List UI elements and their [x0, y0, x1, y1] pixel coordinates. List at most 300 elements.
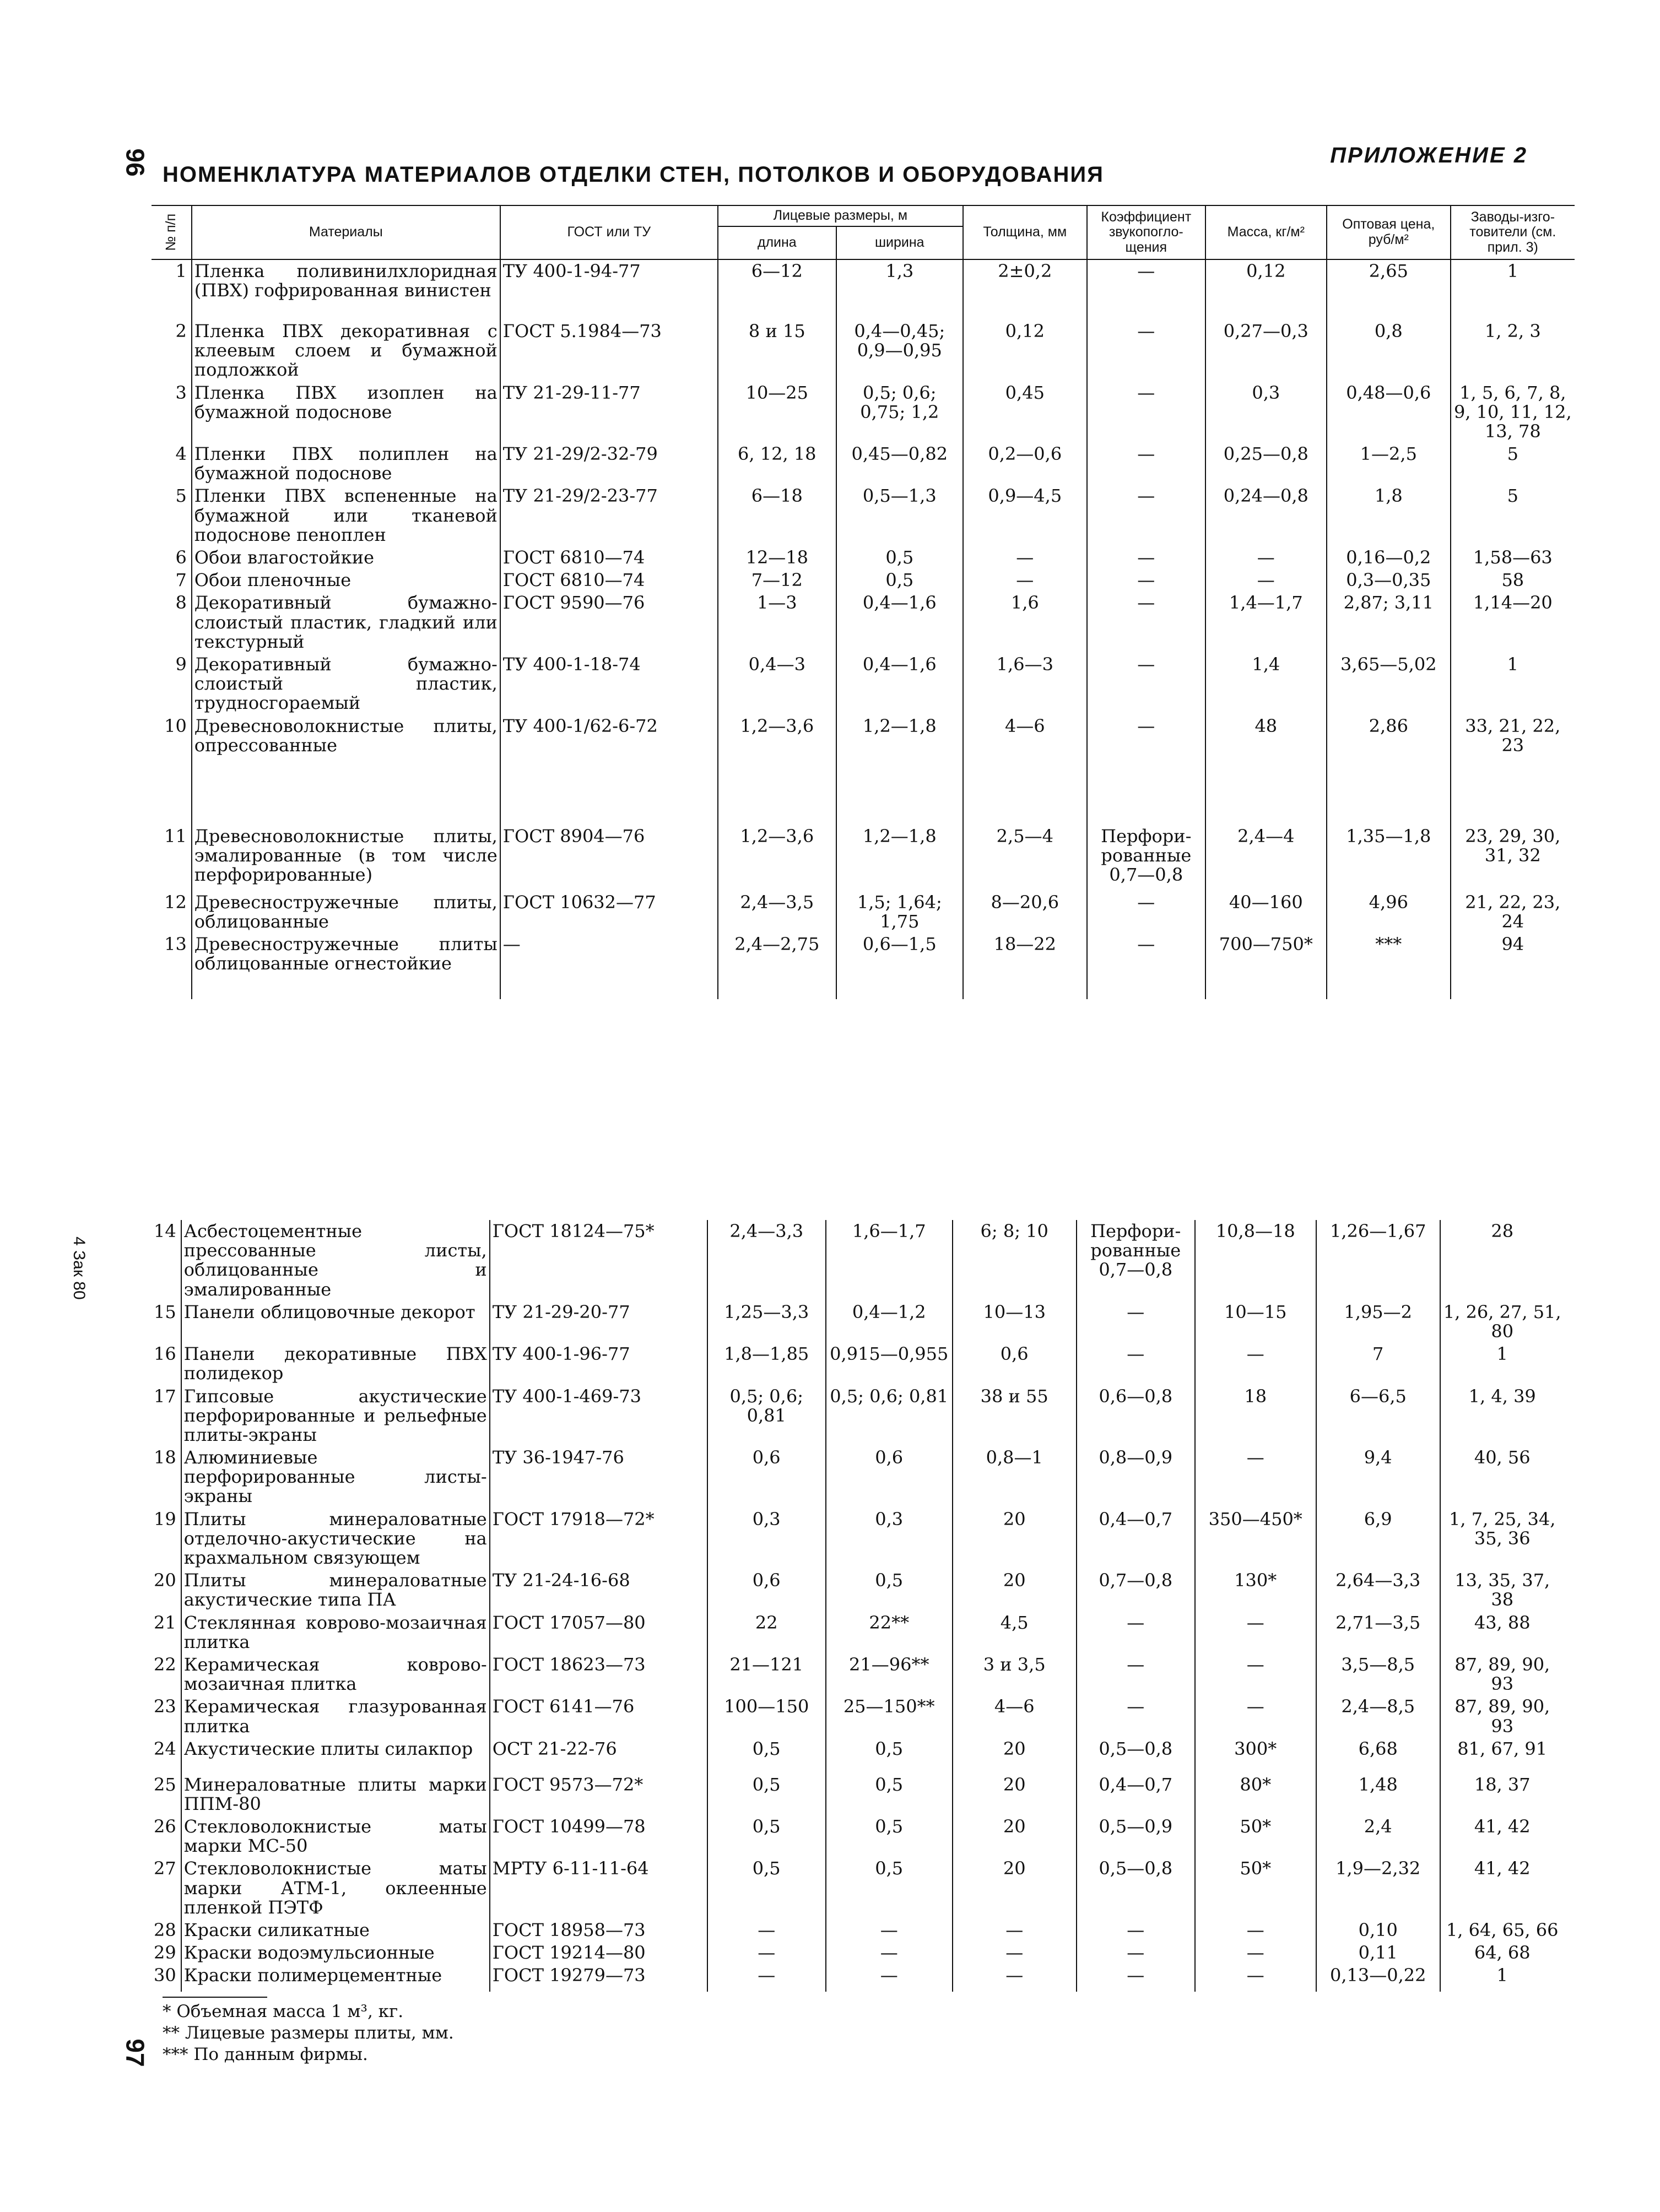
- row-number: 5: [175, 485, 187, 507]
- footnote-2: ** Лицевые размеры плиты, мм.: [163, 2023, 454, 2043]
- width-value: 0,5: [836, 546, 963, 569]
- absorption-value: 0,8—0,9: [1077, 1446, 1195, 1508]
- material-name: Обои пленочные: [192, 569, 500, 592]
- mass-value: 10,8—18: [1195, 1220, 1316, 1301]
- length-value: 0,5; 0,6; 0,81: [707, 1385, 826, 1447]
- material-name: Асбестоцементные прессованные листы, облицованные и эмалированные: [181, 1220, 490, 1301]
- row-number: 3: [175, 382, 187, 403]
- material-name: Акустические плиты силакпор: [181, 1738, 490, 1774]
- thickness-value: 1,6—3: [963, 653, 1087, 715]
- col-mass-header: Масса, кг/м²: [1205, 205, 1327, 259]
- factories-value: 1, 5, 6, 7, 8, 9, 10, 11, 12, 13, 78: [1451, 382, 1575, 443]
- gost-code: ГОСТ 18958—73: [490, 1919, 707, 1942]
- mass-value: —: [1195, 1695, 1316, 1737]
- width-value: 1,6—1,7: [826, 1220, 953, 1301]
- table-row: [152, 1919, 1564, 1942]
- thickness-value: —: [953, 1942, 1077, 1964]
- gost-code: ГОСТ 17057—80: [490, 1612, 707, 1653]
- table-row: [152, 1569, 1564, 1611]
- row-number: 7: [175, 570, 187, 591]
- gost-code: ТУ 400-1/62-6-72: [500, 715, 718, 825]
- footnote-3: *** По данным фирмы.: [163, 2044, 368, 2064]
- factories-value: 1: [1440, 1343, 1564, 1385]
- gost-code: ТУ 400-1-94-77: [500, 259, 718, 320]
- row-number: 26: [154, 1816, 176, 1837]
- order-mark: 4 Зак 80: [70, 1237, 88, 1300]
- price-value: 0,13—0,22: [1316, 1964, 1440, 1992]
- price-value: 1,26—1,67: [1316, 1220, 1440, 1301]
- table-row: [152, 1653, 1564, 1695]
- gost-code: ГОСТ 6810—74: [500, 546, 718, 569]
- thickness-value: 20: [953, 1774, 1077, 1815]
- length-value: 7—12: [718, 569, 836, 592]
- length-value: 10—25: [718, 382, 836, 443]
- length-value: 1,2—3,6: [718, 825, 836, 891]
- table-row: [152, 382, 1575, 443]
- row-number: 6: [175, 547, 187, 568]
- absorption-value: Перфори-рованные 0,7—0,8: [1087, 825, 1205, 891]
- gost-code: ГОСТ 9573—72*: [490, 1774, 707, 1815]
- row-number: 17: [154, 1385, 176, 1407]
- table-row: [152, 1612, 1564, 1653]
- absorption-value: —: [1077, 1612, 1195, 1653]
- material-name: Древесностружечные плиты облицованные огнестойкие: [192, 933, 500, 999]
- price-value: 1,95—2: [1316, 1301, 1440, 1343]
- table-row: [152, 1695, 1564, 1737]
- material-name: Древесноволокнистые плиты, опрессованные: [192, 715, 500, 825]
- table-row: [152, 825, 1575, 891]
- width-value: 0,4—1,2: [826, 1301, 953, 1343]
- material-name: Пленка ПВХ декоративная с клеевым слоем и бумажной подложкой: [192, 320, 500, 382]
- material-name: Плиты минераловатные акустические типа ПА: [181, 1569, 490, 1611]
- col-price-header: Оптовая цена, руб/м²: [1327, 205, 1451, 259]
- gost-code: ТУ 21-29/2-32-79: [500, 443, 718, 485]
- price-value: 0,10: [1316, 1919, 1440, 1942]
- length-value: 0,5: [707, 1857, 826, 1919]
- width-value: 0,5; 0,6; 0,81: [826, 1385, 953, 1447]
- price-value: 0,8: [1327, 320, 1451, 382]
- mass-value: —: [1195, 1942, 1316, 1964]
- gost-code: ГОСТ 17918—72*: [490, 1508, 707, 1570]
- row-number: 28: [154, 1920, 176, 1940]
- length-value: 0,5: [707, 1738, 826, 1774]
- absorption-value: —: [1087, 653, 1205, 715]
- width-value: 1,2—1,8: [836, 825, 963, 891]
- thickness-value: 20: [953, 1569, 1077, 1611]
- length-value: 0,3: [707, 1508, 826, 1570]
- factories-value: 94: [1451, 933, 1575, 999]
- row-number: 1: [175, 260, 187, 281]
- factories-value: 21, 22, 23, 24: [1451, 891, 1575, 933]
- factories-value: 64, 68: [1440, 1942, 1564, 1964]
- width-value: 21—96**: [826, 1653, 953, 1695]
- material-name: Плиты минераловатные отделочно-акустические на крахмальном связующем: [181, 1508, 490, 1570]
- length-value: 1—3: [718, 592, 836, 653]
- price-value: 0,48—0,6: [1327, 382, 1451, 443]
- col-absorption-header: Коэффициент звукопогло-щения: [1087, 205, 1205, 259]
- thickness-value: 18—22: [963, 933, 1087, 999]
- mass-value: 130*: [1195, 1569, 1316, 1611]
- material-name: Панели облицовочные декорот: [181, 1301, 490, 1343]
- thickness-value: 0,2—0,6: [963, 443, 1087, 485]
- thickness-value: 4—6: [953, 1695, 1077, 1737]
- table-row: [152, 933, 1575, 999]
- absorption-value: 0,5—0,8: [1077, 1857, 1195, 1919]
- col-width-header: ширина: [836, 226, 963, 259]
- factories-value: 1,14—20: [1451, 592, 1575, 653]
- width-value: 0,5: [826, 1774, 953, 1815]
- factories-value: 1, 64, 65, 66: [1440, 1919, 1564, 1942]
- width-value: 0,6: [826, 1446, 953, 1508]
- absorption-value: 0,4—0,7: [1077, 1774, 1195, 1815]
- table-row: [152, 443, 1575, 485]
- gost-code: —: [500, 933, 718, 999]
- row-number: 13: [164, 933, 187, 955]
- table-row: [152, 1508, 1564, 1570]
- table-row: [152, 1446, 1564, 1508]
- length-value: —: [707, 1964, 826, 1992]
- gost-code: ТУ 400-1-18-74: [500, 653, 718, 715]
- width-value: 0,5—1,3: [836, 485, 963, 546]
- absorption-value: 0,5—0,8: [1077, 1738, 1195, 1774]
- mass-value: 1,4—1,7: [1205, 592, 1327, 653]
- row-number: 30: [154, 1965, 176, 1986]
- mass-value: —: [1195, 1653, 1316, 1695]
- factories-value: 40, 56: [1440, 1446, 1564, 1508]
- width-value: 0,4—1,6: [836, 592, 963, 653]
- absorption-value: 0,7—0,8: [1077, 1569, 1195, 1611]
- length-value: 1,2—3,6: [718, 715, 836, 825]
- width-value: 0,5: [826, 1738, 953, 1774]
- thickness-value: 8—20,6: [963, 891, 1087, 933]
- price-value: 0,11: [1316, 1942, 1440, 1964]
- gost-code: ГОСТ 18124—75*: [490, 1220, 707, 1301]
- factories-value: 1, 4, 39: [1440, 1385, 1564, 1447]
- mass-value: 18: [1195, 1385, 1316, 1447]
- mass-value: 300*: [1195, 1738, 1316, 1774]
- gost-code: ГОСТ 6141—76: [490, 1695, 707, 1737]
- factories-value: 1, 26, 27, 51, 80: [1440, 1301, 1564, 1343]
- price-value: 2,64—3,3: [1316, 1569, 1440, 1611]
- absorption-value: —: [1087, 592, 1205, 653]
- length-value: 0,5: [707, 1774, 826, 1815]
- row-number: 12: [164, 891, 187, 913]
- factories-value: 18, 37: [1440, 1774, 1564, 1815]
- thickness-value: 20: [953, 1738, 1077, 1774]
- length-value: 6—12: [718, 259, 836, 320]
- factories-value: 1: [1451, 259, 1575, 320]
- thickness-value: 4—6: [963, 715, 1087, 825]
- price-value: 2,65: [1327, 259, 1451, 320]
- mass-value: 50*: [1195, 1857, 1316, 1919]
- table-row: [152, 546, 1575, 569]
- absorption-value: —: [1087, 443, 1205, 485]
- price-value: 1,8: [1327, 485, 1451, 546]
- price-value: 6,68: [1316, 1738, 1440, 1774]
- thickness-value: —: [963, 569, 1087, 592]
- width-value: 0,5; 0,6; 0,75; 1,2: [836, 382, 963, 443]
- absorption-value: —: [1087, 382, 1205, 443]
- mass-value: —: [1195, 1919, 1316, 1942]
- factories-value: 58: [1451, 569, 1575, 592]
- mass-value: 350—450*: [1195, 1508, 1316, 1570]
- material-name: Пленка поливинилхлоридная (ПВХ) гофрированная винистен: [192, 259, 500, 320]
- thickness-value: 2,5—4: [963, 825, 1087, 891]
- appendix-label: ПРИЛОЖЕНИЕ 2: [1330, 143, 1528, 167]
- gost-code: ТУ 21-29-11-77: [500, 382, 718, 443]
- price-value: 6—6,5: [1316, 1385, 1440, 1447]
- table-row: [152, 592, 1575, 653]
- col-factories-header: Заводы-изго-товители (см. прил. 3): [1451, 205, 1575, 259]
- width-value: 0,915—0,955: [826, 1343, 953, 1385]
- row-number: 20: [154, 1570, 176, 1591]
- gost-code: ГОСТ 10632—77: [500, 891, 718, 933]
- material-name: Керамическая глазурованная плитка: [181, 1695, 490, 1737]
- table-row: [152, 485, 1575, 546]
- material-name: Панели декоративные ПВХ полидекор: [181, 1343, 490, 1385]
- gost-code: ТУ 21-29-20-77: [490, 1301, 707, 1343]
- width-value: —: [826, 1942, 953, 1964]
- width-value: 0,5: [826, 1569, 953, 1611]
- factories-value: 1,58—63: [1451, 546, 1575, 569]
- table-row: [152, 891, 1575, 933]
- gost-code: ГОСТ 19279—73: [490, 1964, 707, 1992]
- width-value: 1,5; 1,64; 1,75: [836, 891, 963, 933]
- material-name: Древесноволокнистые плиты, эмалированные (в том числе перфорированные): [192, 825, 500, 891]
- row-number: 15: [154, 1301, 176, 1322]
- material-name: Декоративный бумажно-слоистый пластик, трудносгораемый: [192, 653, 500, 715]
- factories-value: 87, 89, 90, 93: [1440, 1653, 1564, 1695]
- absorption-value: 0,4—0,7: [1077, 1508, 1195, 1570]
- page-number-top: 96: [121, 148, 150, 177]
- factories-value: 1: [1451, 653, 1575, 715]
- absorption-value: —: [1087, 320, 1205, 382]
- mass-value: 0,25—0,8: [1205, 443, 1327, 485]
- col-num-header: № п/п: [152, 205, 192, 259]
- table-row: [152, 1964, 1564, 1992]
- length-value: 2,4—3,5: [718, 891, 836, 933]
- gost-code: ТУ 36-1947-76: [490, 1446, 707, 1508]
- price-value: 0,3—0,35: [1327, 569, 1451, 592]
- thickness-value: 20: [953, 1857, 1077, 1919]
- gost-code: ГОСТ 18623—73: [490, 1653, 707, 1695]
- width-value: —: [826, 1964, 953, 1992]
- table-row: [152, 1815, 1564, 1857]
- gost-code: ГОСТ 9590—76: [500, 592, 718, 653]
- row-number: 11: [164, 825, 187, 847]
- thickness-value: —: [953, 1964, 1077, 1992]
- footnote-1: * Объемная масса 1 м³, кг.: [163, 2002, 404, 2021]
- length-value: 0,6: [707, 1569, 826, 1611]
- mass-value: 80*: [1195, 1774, 1316, 1815]
- table-row: [152, 653, 1575, 715]
- thickness-value: 0,9—4,5: [963, 485, 1087, 546]
- mass-value: 0,27—0,3: [1205, 320, 1327, 382]
- footnotes: [163, 1997, 454, 2065]
- price-value: 2,87; 3,11: [1327, 592, 1451, 653]
- material-name: Стеклянная ковpово-мозаичная плитка: [181, 1612, 490, 1653]
- mass-value: —: [1195, 1612, 1316, 1653]
- thickness-value: 2±0,2: [963, 259, 1087, 320]
- price-value: 1,48: [1316, 1774, 1440, 1815]
- width-value: —: [826, 1919, 953, 1942]
- absorption-value: —: [1087, 715, 1205, 825]
- factories-value: 13, 35, 37, 38: [1440, 1569, 1564, 1611]
- material-name: Стекловолокнистые маты марки МС-50: [181, 1815, 490, 1857]
- material-name: Краски силикатные: [181, 1919, 490, 1942]
- row-number: 27: [154, 1858, 176, 1879]
- col-gost-header: ГОСТ или ТУ: [500, 205, 718, 259]
- table-row: [152, 1857, 1564, 1919]
- length-value: 2,4—2,75: [718, 933, 836, 999]
- factories-value: 5: [1451, 443, 1575, 485]
- material-name: Обои влагостойкие: [192, 546, 500, 569]
- table-row: [152, 1301, 1564, 1343]
- length-value: 0,4—3: [718, 653, 836, 715]
- footnote-rule: [163, 1997, 267, 1998]
- absorption-value: 0,6—0,8: [1077, 1385, 1195, 1447]
- absorption-value: —: [1077, 1695, 1195, 1737]
- table-row: [152, 715, 1575, 825]
- mass-value: 40—160: [1205, 891, 1327, 933]
- material-name: Пленки ПВХ полиплен на бумажной подоснове: [192, 443, 500, 485]
- width-value: 0,5: [836, 569, 963, 592]
- price-value: 1—2,5: [1327, 443, 1451, 485]
- absorption-value: —: [1077, 1301, 1195, 1343]
- row-number: 29: [154, 1942, 176, 1964]
- factories-value: 5: [1451, 485, 1575, 546]
- absorption-value: 0,5—0,9: [1077, 1815, 1195, 1857]
- page-number-bottom: 97: [121, 2038, 150, 2067]
- factories-value: 41, 42: [1440, 1857, 1564, 1919]
- absorption-value: —: [1087, 891, 1205, 933]
- factories-value: 43, 88: [1440, 1612, 1564, 1653]
- thickness-value: 38 и 55: [953, 1385, 1077, 1447]
- gost-code: ГОСТ 10499—78: [490, 1815, 707, 1857]
- material-name: Древесностружечные плиты, облицованные: [192, 891, 500, 933]
- row-number: 21: [154, 1612, 176, 1633]
- thickness-value: 10—13: [953, 1301, 1077, 1343]
- gost-code: ТУ 21-29/2-23-77: [500, 485, 718, 546]
- price-value: 4,96: [1327, 891, 1451, 933]
- material-name: Керамическая ковpово-мозаичная плитка: [181, 1653, 490, 1695]
- length-value: 22: [707, 1612, 826, 1653]
- price-value: 2,71—3,5: [1316, 1612, 1440, 1653]
- factories-value: 23, 29, 30, 31, 32: [1451, 825, 1575, 891]
- thickness-value: 4,5: [953, 1612, 1077, 1653]
- factories-value: 33, 21, 22, 23: [1451, 715, 1575, 825]
- factories-value: 41, 42: [1440, 1815, 1564, 1857]
- row-number: 24: [154, 1738, 176, 1759]
- gost-code: ТУ 400-1-96-77: [490, 1343, 707, 1385]
- price-value: 2,86: [1327, 715, 1451, 825]
- length-value: 1,8—1,85: [707, 1343, 826, 1385]
- table-row: [152, 1385, 1564, 1447]
- absorption-value: —: [1077, 1343, 1195, 1385]
- length-value: 2,4—3,3: [707, 1220, 826, 1301]
- gost-code: ТУ 400-1-469-73: [490, 1385, 707, 1447]
- table-row: [152, 259, 1575, 320]
- thickness-value: 0,8—1: [953, 1446, 1077, 1508]
- gost-code: МРТУ 6-11-11-64: [490, 1857, 707, 1919]
- gost-code: ГОСТ 8904—76: [500, 825, 718, 891]
- absorption-value: —: [1087, 485, 1205, 546]
- thickness-value: 0,45: [963, 382, 1087, 443]
- material-name: Краски водоэмульсионные: [181, 1942, 490, 1964]
- material-name: Краски полимерцементные: [181, 1964, 490, 1992]
- material-name: Пленки ПВХ вспененные на бумажной или тканевой подоснове пеноплен: [192, 485, 500, 546]
- mass-value: 0,12: [1205, 259, 1327, 320]
- table-row: [152, 1738, 1564, 1774]
- price-value: 2,4—8,5: [1316, 1695, 1440, 1737]
- mass-value: 10—15: [1195, 1301, 1316, 1343]
- thickness-value: 0,12: [963, 320, 1087, 382]
- width-value: 0,6—1,5: [836, 933, 963, 999]
- table-row: [152, 320, 1575, 382]
- col-face-sizes-header: Лицевые размеры, м: [718, 205, 963, 226]
- width-value: 1,2—1,8: [836, 715, 963, 825]
- mass-value: 2,4—4: [1205, 825, 1327, 891]
- absorption-value: —: [1087, 569, 1205, 592]
- thickness-value: —: [963, 546, 1087, 569]
- table-row: [152, 1343, 1564, 1385]
- width-value: 25—150**: [826, 1695, 953, 1737]
- col-material-header: Материалы: [192, 205, 500, 259]
- price-value: 1,9—2,32: [1316, 1857, 1440, 1919]
- gost-code: ГОСТ 19214—80: [490, 1942, 707, 1964]
- row-number: 14: [154, 1221, 176, 1241]
- mass-value: —: [1205, 569, 1327, 592]
- mass-value: —: [1195, 1446, 1316, 1508]
- materials-table-part-2: [152, 1220, 1564, 1992]
- absorption-value: —: [1077, 1653, 1195, 1695]
- mass-value: —: [1195, 1343, 1316, 1385]
- page-title: НОМЕНКЛАТУРА МАТЕРИАЛОВ ОТДЕЛКИ СТЕН, ПОТОЛКОВ И ОБОРУДОВАНИЯ: [163, 162, 1104, 187]
- factories-value: 87, 89, 90, 93: [1440, 1695, 1564, 1737]
- thickness-value: 20: [953, 1815, 1077, 1857]
- absorption-value: —: [1087, 546, 1205, 569]
- row-number: 23: [154, 1696, 176, 1717]
- absorption-value: —: [1087, 259, 1205, 320]
- length-value: —: [707, 1919, 826, 1942]
- thickness-value: 0,6: [953, 1343, 1077, 1385]
- material-name: Декоративный бумажно-слоистый пластик, гладкий или текстурный: [192, 592, 500, 653]
- table-row: [152, 569, 1575, 592]
- thickness-value: —: [953, 1919, 1077, 1942]
- price-value: 0,16—0,2: [1327, 546, 1451, 569]
- mass-value: 700—750*: [1205, 933, 1327, 999]
- thickness-value: 3 и 3,5: [953, 1653, 1077, 1695]
- col-length-header: длина: [718, 226, 836, 259]
- mass-value: 1,4: [1205, 653, 1327, 715]
- thickness-value: 1,6: [963, 592, 1087, 653]
- factories-value: 1: [1440, 1964, 1564, 1992]
- length-value: 0,5: [707, 1815, 826, 1857]
- length-value: 8 и 15: [718, 320, 836, 382]
- thickness-value: 20: [953, 1508, 1077, 1570]
- width-value: 0,45—0,82: [836, 443, 963, 485]
- material-name: Пленка ПВХ изоплен на бумажной подоснове: [192, 382, 500, 443]
- row-number: 8: [175, 592, 187, 614]
- length-value: 1,25—3,3: [707, 1301, 826, 1343]
- price-value: 3,65—5,02: [1327, 653, 1451, 715]
- row-number: 4: [175, 443, 187, 465]
- materials-table-part-1: [152, 205, 1575, 999]
- material-name: Стекловолокнистые маты марки АТМ-1, оклеенные пленкой ПЭТФ: [181, 1857, 490, 1919]
- price-value: 7: [1316, 1343, 1440, 1385]
- mass-value: 0,3: [1205, 382, 1327, 443]
- length-value: 21—121: [707, 1653, 826, 1695]
